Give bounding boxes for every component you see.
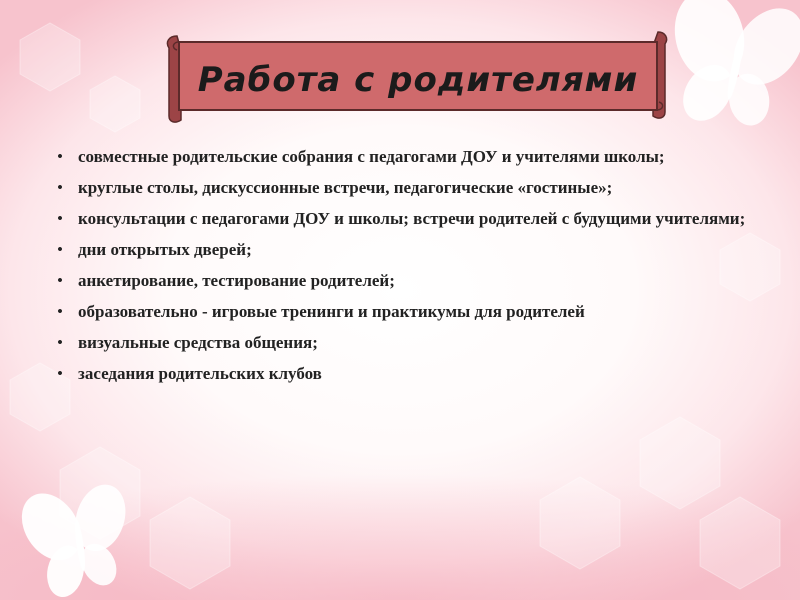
bullet-list — [44, 144, 764, 392]
bullet-icon: • — [57, 304, 63, 320]
list-item — [44, 144, 764, 170]
list-item-text: заседания родительских клубов — [78, 364, 322, 383]
list-item — [44, 237, 764, 263]
list-item — [44, 361, 764, 387]
list-item — [44, 330, 764, 356]
list-item-text: анкетирование, тестирование родителей; — [78, 271, 395, 290]
title-banner — [165, 28, 670, 124]
list-item — [44, 206, 764, 232]
bullet-icon: • — [57, 180, 63, 196]
list-item-text: консультации с педагогами ДОУ и школы; встречи родителей с будущими учителями; — [78, 209, 746, 228]
bullet-icon: • — [57, 242, 63, 258]
list-item-text: образовательно - игровые тренинги и практикумы для родителей — [78, 302, 585, 321]
list-item — [44, 299, 764, 325]
list-item-text: круглые столы, дискуссионные встречи, педагогические «гостиные»; — [78, 178, 613, 197]
bullet-icon: • — [57, 211, 63, 227]
list-item — [44, 268, 764, 294]
list-item — [44, 175, 764, 201]
list-item-text: визуальные средства общения; — [78, 333, 318, 352]
list-item-text: совместные родительские собрания с педагогами ДОУ и учителями школы; — [78, 147, 665, 166]
bullet-icon: • — [57, 149, 63, 165]
list-item-text: дни открытых дверей; — [78, 240, 252, 259]
bullet-icon: • — [57, 273, 63, 289]
bullet-icon: • — [57, 335, 63, 351]
bullet-icon: • — [57, 366, 63, 382]
page-title: Работа с родителями — [197, 60, 639, 100]
